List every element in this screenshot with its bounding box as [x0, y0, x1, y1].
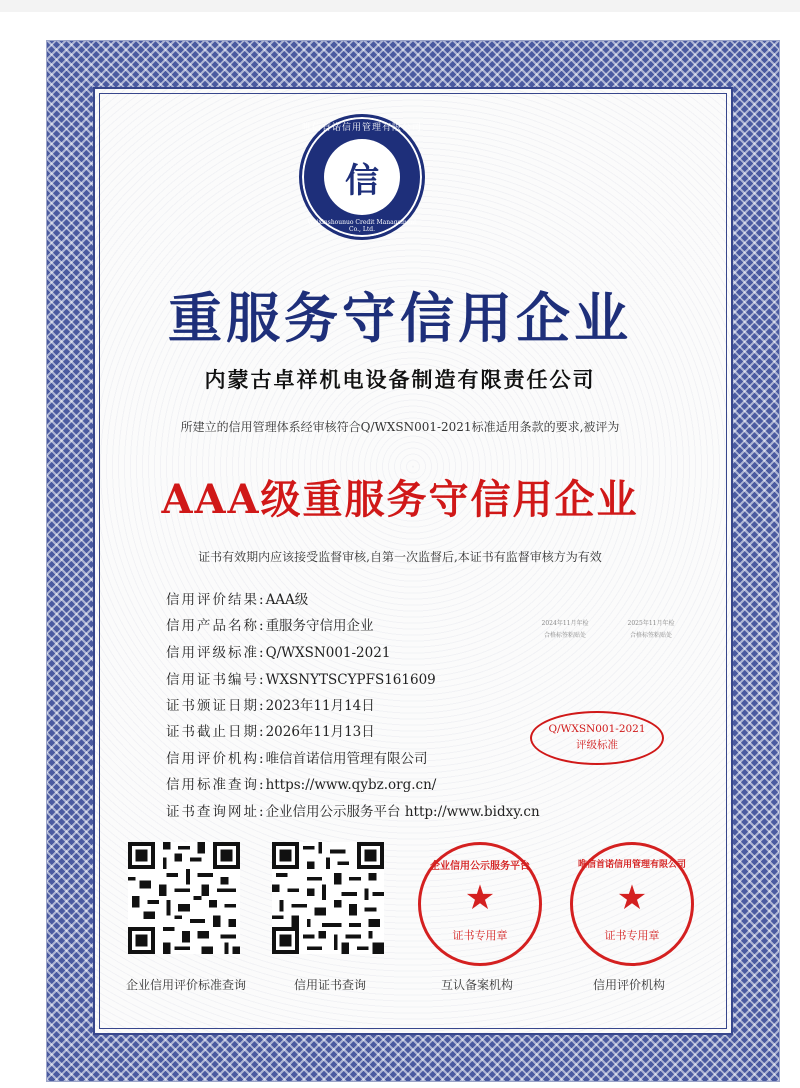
seal-credit-agency	[570, 842, 694, 966]
field-row	[166, 694, 375, 714]
caption-mutual-recognition: 互认备案机构	[440, 978, 513, 992]
field-value: WXSNYTSCYPFS161609	[265, 672, 436, 688]
seal-public-platform	[418, 842, 542, 966]
field-value: https://www.qybz.org.cn/	[265, 777, 437, 793]
field-row	[166, 668, 436, 688]
caption-credit-agency: 信用评价机构	[592, 978, 665, 992]
field-label: 信用标准查询:	[166, 777, 266, 793]
seal-bottom-text: 证书专用章	[604, 929, 660, 942]
seal-bottom-text: 证书专用章	[452, 929, 508, 942]
issuer-logo	[299, 114, 425, 240]
qr-code-standard-query[interactable]	[128, 842, 240, 954]
star-icon: ★	[616, 878, 648, 918]
validity-note: 证书有效期内应该接受监督审核,自第一次监督后,本证书有监督审核方为有效	[198, 550, 602, 564]
field-row	[166, 800, 540, 820]
certificate-title: 重服务守信用企业	[168, 286, 632, 350]
audit-stamp-2025: 2025年11月年检 合格标签粘贴处	[627, 620, 675, 639]
audit-stamp-2024: 2024年11月年检 合格标签粘贴处	[541, 620, 589, 639]
field-value: 2026年11月13日	[265, 724, 375, 740]
logo-arc-bottom: Weixinshounuo Credit Management Co., Ltd.	[307, 219, 417, 233]
company-name: 内蒙古卓祥机电设备制造有限责任公司	[204, 367, 596, 392]
field-row	[166, 641, 390, 661]
field-label: 信用评价机构:	[166, 751, 266, 767]
field-label: 证书截止日期:	[166, 724, 266, 740]
field-label: 信用评级标准:	[166, 645, 266, 661]
field-label: 证书查询网址:	[166, 804, 266, 820]
top-strip	[0, 0, 800, 12]
logo-center-char: 信	[345, 161, 379, 201]
field-label: 信用评价结果:	[166, 592, 266, 608]
logo-arc-top: 唯信首诺信用管理有限公司	[302, 123, 423, 133]
field-value: 2023年11月14日	[265, 698, 375, 714]
field-value: 重服务守信用企业	[265, 618, 374, 634]
field-value: 企业信用公示服务平台 http://www.bidxy.cn	[265, 804, 540, 820]
field-value: Q/WXSN001-2021	[265, 645, 391, 661]
description: 所建立的信用管理体系经审核符合Q/WXSN001-2021标准适用条款的要求,被评为	[180, 420, 620, 434]
field-value: 唯信首诺信用管理有限公司	[265, 751, 428, 767]
field-row	[166, 720, 375, 740]
field-row	[166, 747, 428, 767]
star-icon: ★	[464, 878, 496, 918]
standard-stamp: Q/WXSN001-2021 评级标准	[530, 711, 664, 765]
field-row	[166, 588, 308, 608]
caption-certificate-query: 信用证书查询	[293, 978, 366, 992]
field-label: 信用证书编号:	[166, 672, 266, 688]
field-label: 证书颁证日期:	[166, 698, 266, 714]
qr-code-certificate-query[interactable]	[272, 842, 384, 954]
grade-title: AAA级重服务守信用企业	[161, 476, 639, 523]
field-row	[166, 614, 374, 634]
seal-arc-text: 唯信首诺信用管理有限公司	[577, 860, 686, 870]
field-value: AAA级	[265, 592, 309, 608]
caption-standard-query: 企业信用评价标准查询	[125, 978, 246, 992]
field-label: 信用产品名称:	[166, 618, 266, 634]
seal-arc-text: 企业信用公示服务平台	[430, 861, 530, 872]
field-row	[166, 773, 436, 793]
